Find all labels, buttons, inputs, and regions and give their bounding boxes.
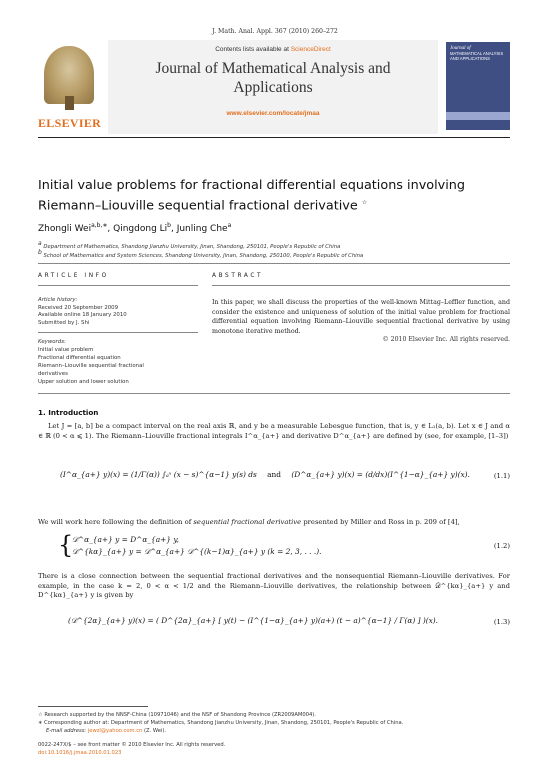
author-affiliation-marker[interactable]: a [227,222,232,229]
affiliation-text: Department of Mathematics, Shandong Jianzhu University, Jinan, Shandong, 250101, People's Republic of China [43,243,341,250]
equation-number: (1.3) [493,618,510,626]
footnote-email [38,728,510,735]
equation-lhs: (I^α_{a+} y)(x) = (1/Γ(α)) ∫ₐˣ (x − s)^{α−1} y(s) ds [60,470,257,479]
submitted-by: Submitted by J. Shi [38,319,90,326]
article-title [38,177,518,214]
article-history-label: Article history: [38,297,78,303]
contents-prefix: Contents lists available at [215,46,291,53]
divider [212,285,510,286]
author-name[interactable]: Qingdong Li [113,224,168,234]
title-footnote-marker[interactable]: ☆ [361,199,368,206]
publisher-name: ELSEVIER [38,116,102,130]
left-brace: { [58,531,74,559]
section-heading: 1. Introduction [38,408,99,417]
equation-1-3: (𝒟^{2α}_{a+} y)(x) = ( D^{2α}_{a+} [ y(t) − (I^{1−α}_{a+} y)(a+) (t − a)^{α−1} / Γ(α) ] )(x). [68,616,438,625]
paragraph-text: presented by Miller and Ross in p. 209 of [4], [301,518,460,526]
article-title-line2 [38,194,518,214]
abstract-text: In this paper, we shall discuss the properties of the well-known Mittag–Leffler function, and consider the existence and uniqueness of solution of the initial value problem for fractional differential equation involving Riemann–Liouville sequential fractional derivative by using monotone iterative method. [212,299,510,335]
cover-band [446,112,510,120]
affiliation-text: School of Mathematics and System Sciences, Shandong University, Jinan, Shandong, 250100, People's Republic of China [43,252,364,259]
sciencedirect-link[interactable]: ScienceDirect [290,46,331,53]
email-label: E-mail address: [46,728,88,734]
author-list: Zhongli Wei$^{a,b,∗}$, Qingdong Li$^b$, Junling Che$^a$ [38,222,232,234]
journal-cover-thumbnail[interactable] [446,42,510,130]
equation-number: (1.1) [493,472,510,480]
online-date: Available online 18 January 2010 [38,312,127,318]
keyword: Fractional differential equation [38,355,121,361]
divider [38,285,198,286]
keywords-label: Keywords: [38,339,66,345]
divider [38,263,510,264]
equation-line: 𝒟^{kα}_{a+} y = 𝒟^α_{a+} 𝒟^{(k−1)α}_{a+} y (k = 2, 3, . . .). [72,547,322,556]
contents-line [108,46,438,53]
email-suffix: (Z. Wei). [142,728,167,734]
journal-masthead [38,40,510,138]
divider [38,332,198,333]
author-name[interactable]: Zhongli Wei [38,224,92,234]
author-affiliation-marker[interactable]: b [167,222,171,229]
journal-title: Journal of Mathematical Analysis and Applications [155,60,391,96]
equation-rhs: (D^α_{a+} y)(x) = (d/dx)(I^{1−α}_{a+} y)(x). [291,470,470,479]
keyword: Initial value problem [38,347,94,353]
elsevier-logo[interactable] [38,42,100,132]
author-affiliation-marker[interactable]: a,b,∗ [91,222,108,229]
body-paragraph [38,518,510,528]
abstract-copyright: © 2010 Elsevier Inc. All rights reserved. [382,336,510,343]
journal-citation: J. Math. Anal. Appl. 367 (2010) 260–272 [212,28,338,35]
received-date: Received 20 September 2009 [38,304,119,311]
cover-title: MATHEMATICAL ANALYSIS AND APPLICATIONS [450,51,504,61]
footnote-text: Corresponding author at: Department of Mathematics, Shandong Jianzhu University, Jinan, Shandong, 250101, People's Republic of China. [44,720,404,726]
footnote-funding [38,712,510,719]
equation-1-1 [60,470,510,479]
article-info-heading: ARTICLE INFO [38,273,109,279]
article-title-line2-text: Riemann–Liouville sequential fractional derivative [38,198,358,214]
equation-connector: and [267,470,282,479]
keyword-continuation: derivatives [38,371,68,377]
footnote-corresponding [38,720,510,727]
defined-term: sequential fractional derivative [193,518,302,526]
footnote-marker: ☆ [38,712,43,718]
affiliation-marker: b [38,249,42,256]
equation-line: 𝒟^α_{a+} y = D^α_{a+} y, [72,535,179,544]
abstract-heading: ABSTRACT [212,273,264,279]
footnote-divider [38,706,148,707]
body-paragraph: There is a close connection between the sequential fractional derivatives and the nonsequential Riemann–Liouville derivatives. For example, in the case k = 2, 0 < α < 1/2 and the Riemann–Liouville derivatives, the relationship between 𝒟^{kα}_{a+} y and D^{kα}_{a+} y is given by [38,572,510,600]
email-link[interactable]: jewzl@yahoo.com.cn [87,728,143,734]
issn-line: 0022-247X/$ – see front matter © 2010 Elsevier Inc. All rights reserved. [38,742,226,748]
footnote-marker: ∗ [38,720,43,726]
equation-number: (1.2) [493,542,510,550]
cover-text [450,46,506,61]
doi-link[interactable]: doi:10.1016/j.jmaa.2010.01.023 [38,750,122,756]
divider [38,393,510,394]
article-title-line1: Initial value problems for fractional differential equations involving [38,178,466,193]
journal-url-link[interactable]: www.elsevier.com/locate/jmaa [226,110,320,117]
author-name[interactable]: Junling Che [176,224,228,234]
affiliation-marker: a [38,240,42,247]
affiliation-b [38,249,518,259]
cover-journal-of: Journal of [450,46,471,51]
keyword: Riemann–Liouville sequential fractional [38,363,144,369]
masthead-center [108,40,438,134]
keyword: Upper solution and lower solution [38,379,129,385]
body-paragraph: Let J = [a, b] be a compact interval on the real axis ℝ, and y be a measurable Lebesgue function, that is, y ∈ L₁(a, b). Let x ∈ J and α ∈ ℝ (0 < α ⩽ 1). The Riemann–Liouville fractional integrals I^α_{a+} and derivative D^α_{a+} are defined by (see, for example, [1–3]) [38,422,510,440]
elsevier-trunk-icon [65,96,74,110]
footnote-text: Research supported by the NNSF-China (10971046) and the NSF of Shandong Province (ZR2009AM004). [44,712,316,718]
paragraph-text: We will work here following the definition of [38,518,194,526]
